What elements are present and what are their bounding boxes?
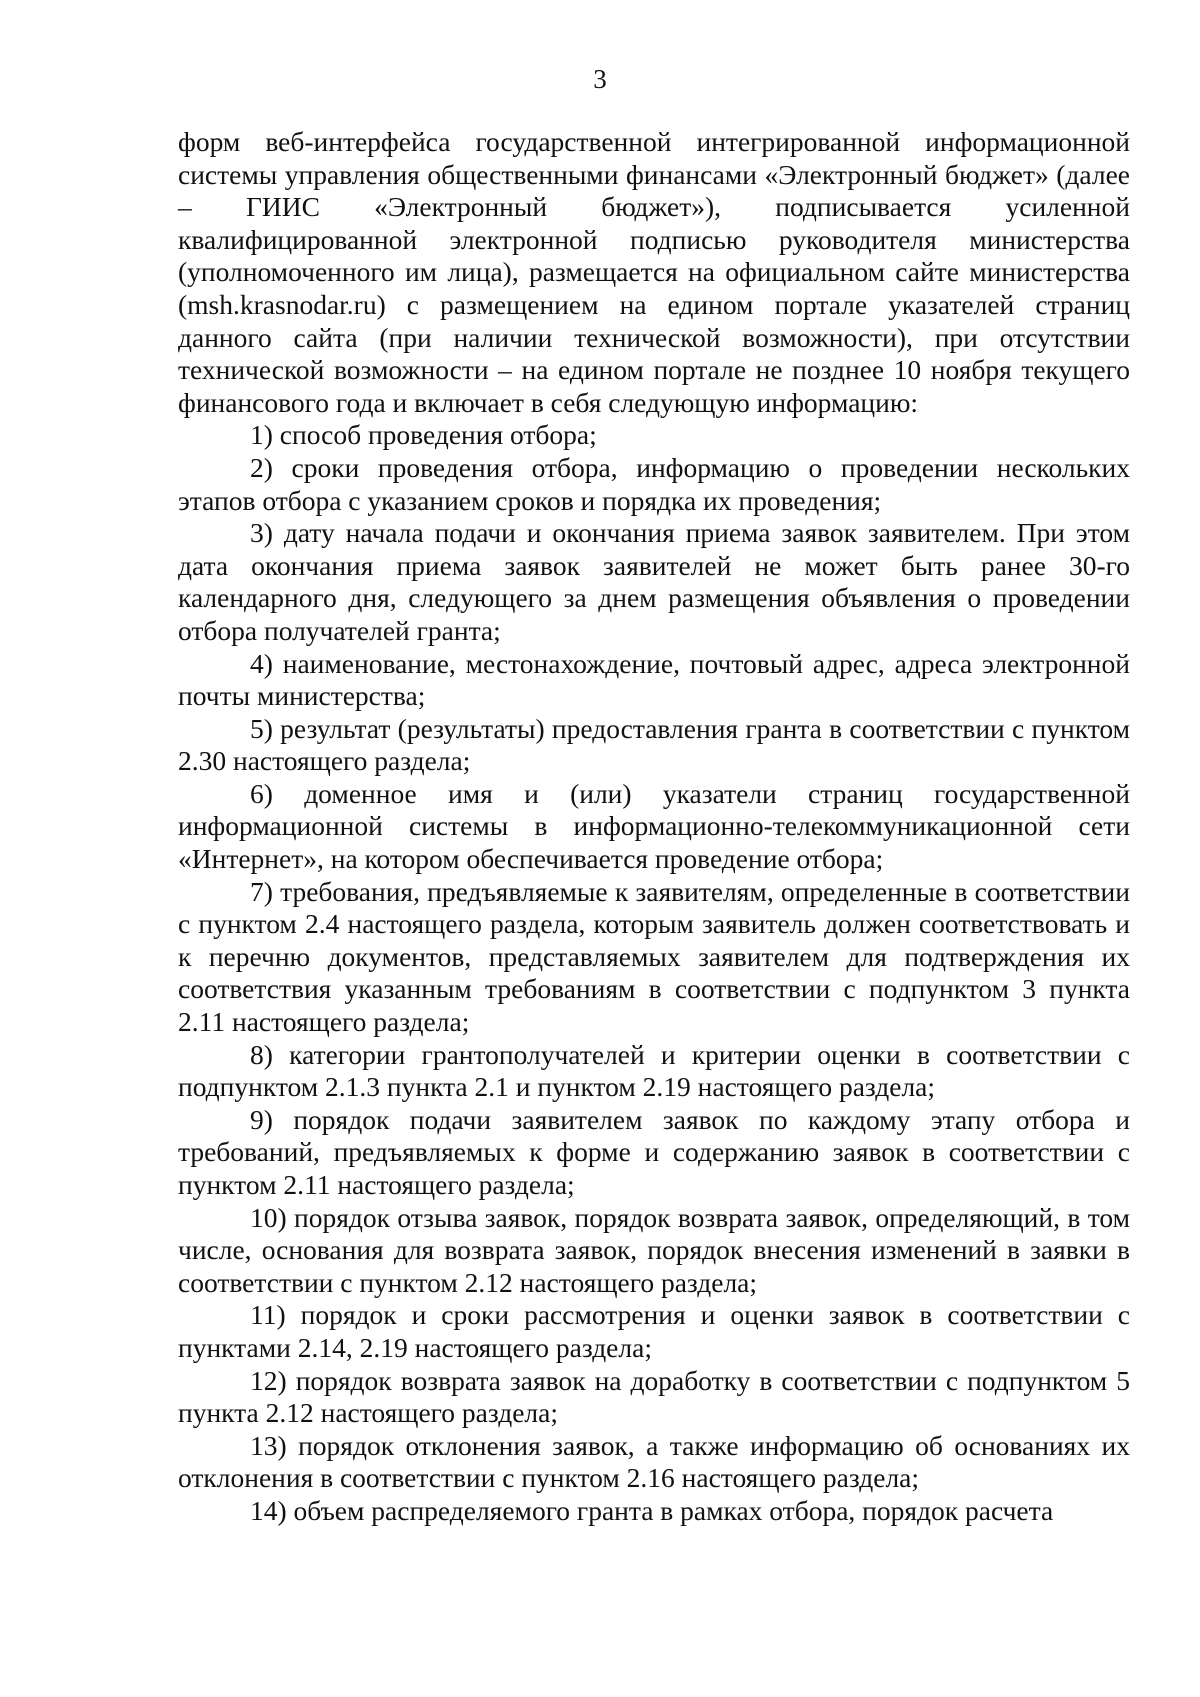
- list-item-13: 13) порядок отклонения заявок, а также информацию об основаниях их отклонения в соответствии с пунктом 2.16 настоящего раздела;: [178, 1429, 1130, 1494]
- intro-paragraph: форм веб-интерфейса государственной интегрированной информационной системы управления общественными финансами «Электронный бюджет» (далее – ГИИС «Электронный бюджет»), подписывается усиленной квалифицированной электронной подписью руководителя министерства (уполномоченного им лица), размещается на официальном сайте министерства (msh.krasnodar.ru) с размещением на едином портале указателей страниц данного сайта (при наличии технической возможности), при отсутствии технической возможности – на едином портале не позднее 10 ноября текущего финансового года и включает в себя следующую информацию:: [178, 126, 1130, 418]
- list-item-11: 11) порядок и сроки рассмотрения и оценки заявок в соответствии с пунктами 2.14, 2.19 настоящего раздела;: [178, 1299, 1130, 1363]
- list-item-12: 12) порядок возврата заявок на доработку в соответствии с подпунктом 5 пункта 2.12 настоящего раздела;: [178, 1364, 1130, 1429]
- list-item-10: 10) порядок отзыва заявок, порядок возврата заявок, определяющий, в том числе, основания для возврата заявок, порядок внесения изменений в заявки в соответствии с пунктом 2.12 настоящего раздела;: [178, 1201, 1130, 1298]
- page-number: 3: [593, 64, 607, 94]
- list-item-5: 5) результат (результаты) предоставления гранта в соответствии с пунктом 2.30 настоящего раздела;: [178, 712, 1130, 777]
- list-item-2: 2) сроки проведения отбора, информацию о проведении нескольких этапов отбора с указанием сроков и порядка их проведения;: [178, 451, 1130, 516]
- document-body: [178, 126, 1130, 1528]
- list-item-7: 7) требования, предъявляемые к заявителям, определенные в соответствии с пунктом 2.4 настоящего раздела, которым заявитель должен соответствовать и к перечню документов, представляемых заявителем для подтверждения их соответствия указанным требованиям в соответствии с подпунктом 3 пункта 2.11 настоящего раздела;: [178, 875, 1130, 1038]
- list-item-9: 9) порядок подачи заявителем заявок по каждому этапу отбора и требований, предъявляемых к форме и содержанию заявок в соответствии с пунктом 2.11 настоящего раздела;: [178, 1103, 1130, 1200]
- list-item-4: 4) наименование, местонахождение, почтовый адрес, адреса электронной почты министерства;: [178, 647, 1130, 712]
- list-item-6: 6) доменное имя и (или) указатели страниц государственной информационной системы в информационно-телекоммуникационной сети «Интернет», на котором обеспечивается проведение отбора;: [178, 777, 1130, 875]
- list-item-8: 8) категории грантополучателей и критерии оценки в соответствии с подпунктом 2.1.3 пункта 2.1 и пунктом 2.19 настоящего раздела;: [178, 1038, 1130, 1103]
- list-item-3: 3) дату начала подачи и окончания приема заявок заявителем. При этом дата окончания приема заявок заявителей не может быть ранее 30-го календарного дня, следующего за днем размещения объявления о проведении отбора получателей гранта;: [178, 517, 1130, 646]
- list-item-1: 1) способ проведения отбора;: [250, 419, 597, 451]
- list-item-14: 14) объем распределяемого гранта в рамках отбора, порядок расчета: [250, 1494, 1054, 1526]
